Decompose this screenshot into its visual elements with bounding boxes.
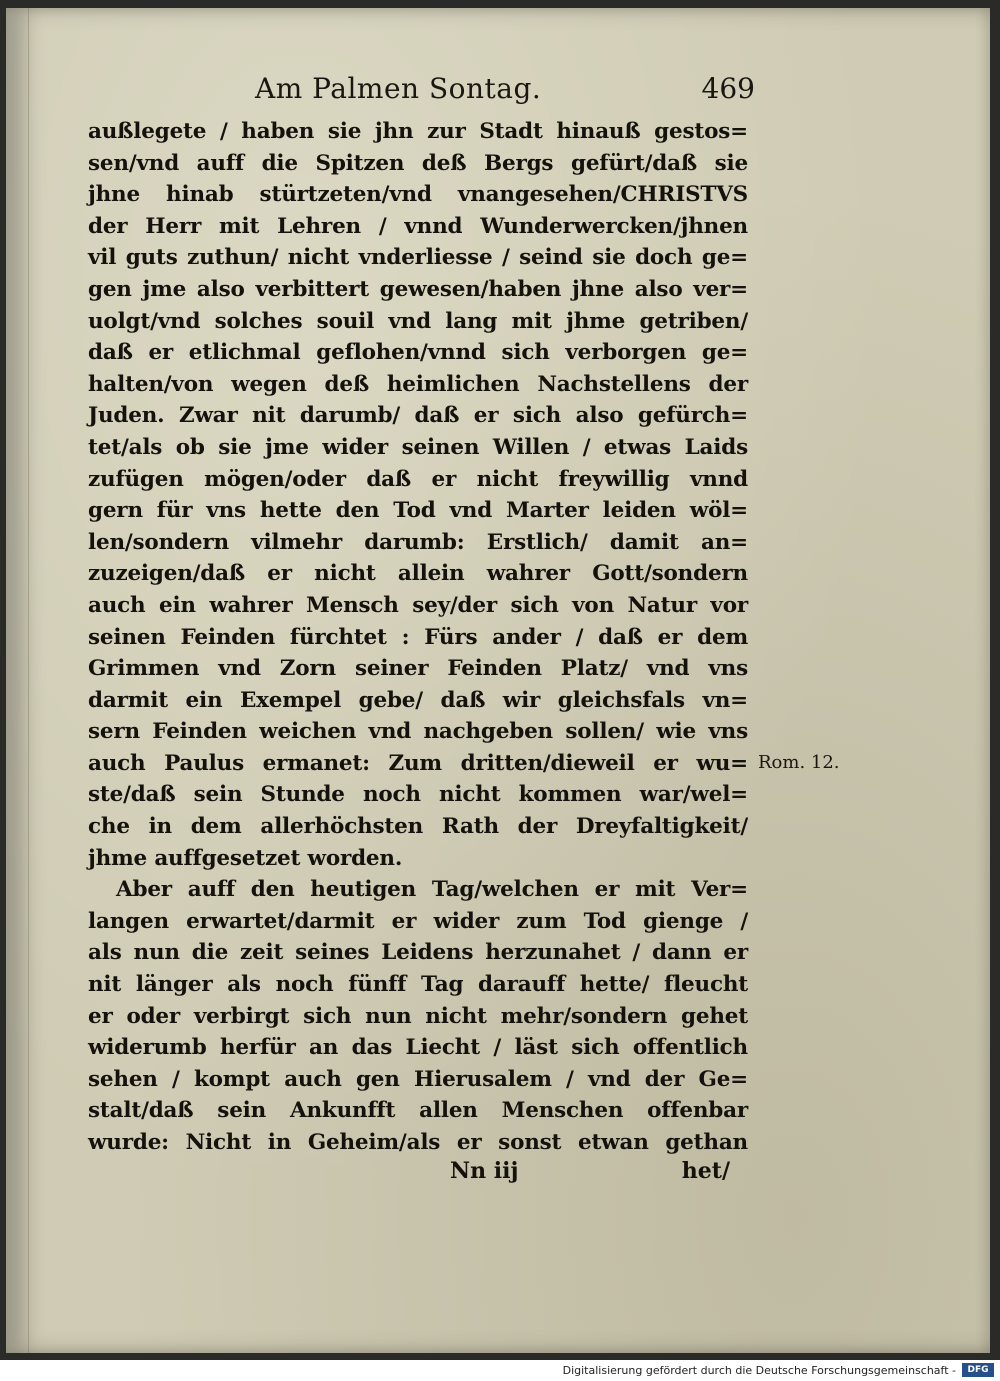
text-line: wurde: Nicht in Geheim/als er sonst etwan gethan: [88, 1130, 748, 1155]
running-title: Am Palmen Sontag.: [255, 72, 542, 105]
text-line: der Herr mit Lehren / vnnd Wunderwercken/jhnen: [88, 213, 748, 239]
text-line: Juden. Zwar nit darumb/ daß er sich also gefürch=: [88, 403, 748, 429]
text-line: auch Paulus ermanet: Zum dritten/dieweil er wu=: [88, 750, 748, 776]
text-line: widerumb herfür an das Liecht / läst sich offentlich: [88, 1035, 748, 1061]
text-line: zuzeigen/daß er nicht allein wahrer Gott/sondern: [88, 561, 748, 587]
text-line: daß er etlichmal geflohen/vnnd sich verborgen ge=: [88, 340, 748, 366]
text-line: gen jme also verbittert gewesen/haben jhne also ver=: [88, 276, 748, 302]
text-line: er oder verbirgt sich nun nicht mehr/sondern gehet: [88, 1003, 748, 1029]
page-gutter-line: [28, 8, 29, 1353]
text-line: nit länger als noch fünff Tag darauff hette/ fleucht: [88, 972, 748, 998]
page-header: [255, 72, 755, 112]
text-line: zufügen mögen/oder daß er nicht freywillig vnnd: [88, 466, 748, 492]
text-line: auch ein wahrer Mensch sey/der sich von Natur vor: [88, 592, 748, 618]
page-number: 469: [701, 72, 755, 105]
text-line: seinen Feinden fürchtet : Fürs ander / daß er dem: [88, 624, 748, 650]
text-line: langen erwartet/darmit er wider zum Tod gienge /: [88, 908, 748, 934]
dfg-logo: DFG: [962, 1363, 994, 1377]
text-line: als nun die zeit seines Leidens herzunahet / dann er: [88, 940, 748, 966]
text-line: halten/von wegen deß heimlichen Nachstellens der: [88, 371, 748, 397]
text-line: uolgt/vnd solches souil vnd lang mit jhme getriben/: [88, 308, 748, 334]
text-line: che in dem allerhöchsten Rath der Dreyfaltigkeit/: [88, 814, 748, 840]
text-line: ste/daß sein Stunde noch nicht kommen war/wel=: [88, 782, 748, 808]
page-footer: [88, 1158, 748, 1192]
text-line: tet/als ob sie jme wider seinen Willen / etwas Laids: [88, 434, 748, 460]
text-line: darmit ein Exempel gebe/ daß wir gleichsfals vn=: [88, 687, 748, 713]
text-line: stalt/daß sein Ankunfft allen Menschen offenbar: [88, 1098, 748, 1124]
text-line: gern für vns hette den Tod vnd Marter leiden wöl=: [88, 498, 748, 524]
funding-bar: [0, 1360, 1000, 1381]
text-line: sern Feinden weichen vnd nachgeben sollen/ wie vns: [88, 719, 748, 745]
text-line: außlegete / haben sie jhn zur Stadt hinauß gestos=: [88, 119, 748, 144]
funding-notice: Digitalisierung gefördert durch die Deutsche Forschungsgemeinschaft -: [562, 1364, 956, 1377]
catchword: het/: [681, 1158, 730, 1184]
marginal-note: Rom. 12.: [758, 752, 840, 773]
text-line: jhme auffgesetzet worden.: [88, 845, 403, 871]
signature-mark: Nn iij: [450, 1158, 519, 1184]
body-text: [88, 116, 748, 1159]
text-line: Grimmen vnd Zorn seiner Feinden Platz/ vnd vns: [88, 656, 748, 682]
text-line: len/sondern vilmehr darumb: Erstlich/ damit an=: [88, 529, 748, 555]
text-line: sehen / kompt auch gen Hierusalem / vnd der Ge=: [88, 1066, 748, 1092]
text-line: Aber auff den heutigen Tag/welchen er mit Ver=: [116, 877, 748, 903]
text-line: vil guts zuthun/ nicht vnderliesse / seind sie doch ge=: [88, 245, 748, 271]
text-line: jhne hinab stürtzeten/vnd vnangesehen/CHRISTVS: [88, 182, 748, 208]
text-line: sen/vnd auff die Spitzen deß Bergs gefürt/daß sie: [88, 150, 748, 176]
